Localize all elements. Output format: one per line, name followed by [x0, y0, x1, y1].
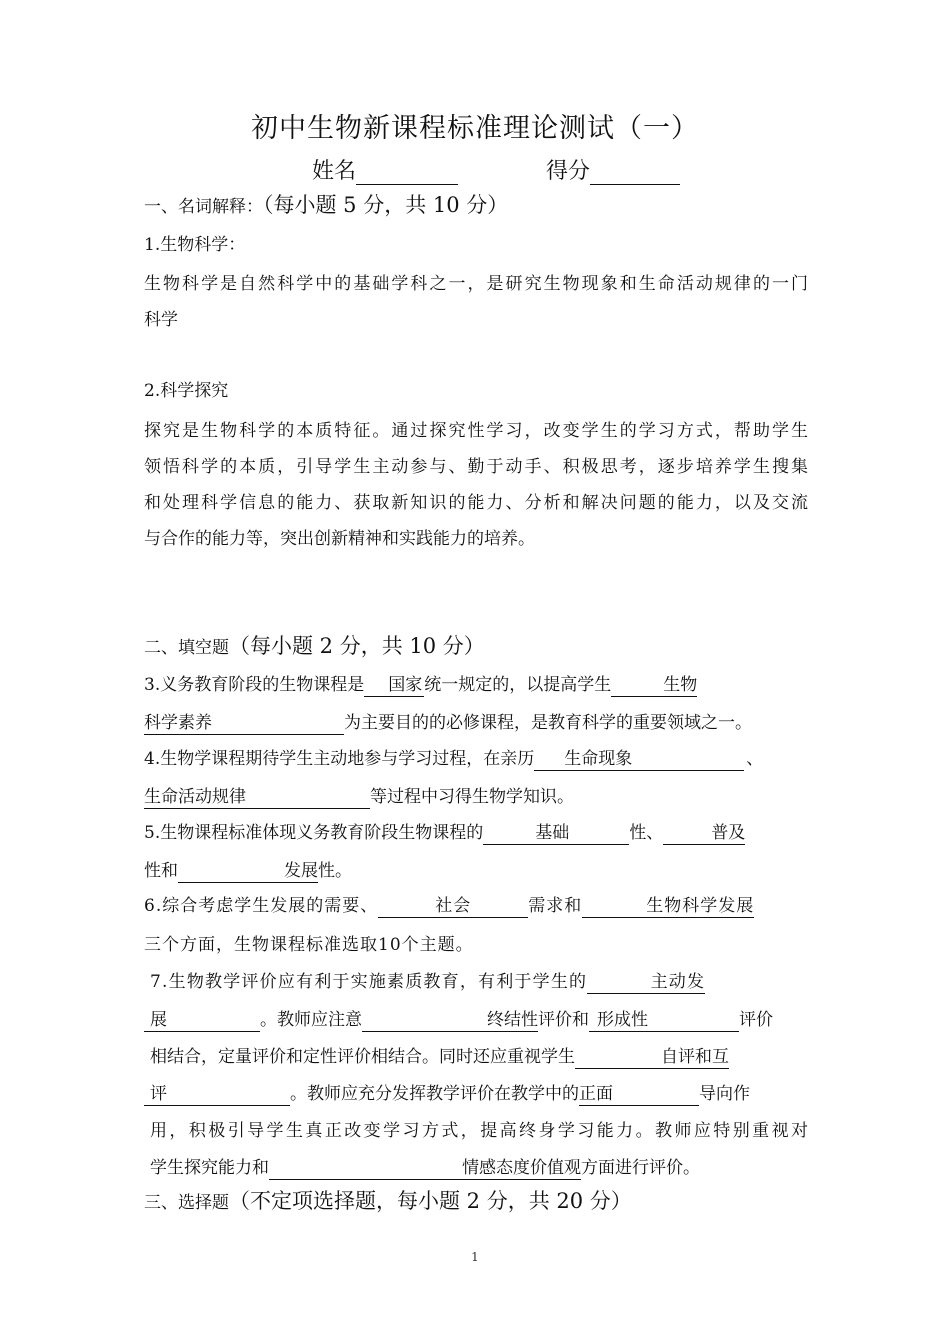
q7-line: 展 。教师应注意 终结性评价和 形成性 评价: [144, 1007, 808, 1033]
answer-blank[interactable]: 终结性: [362, 1009, 538, 1032]
answer-blank[interactable]: 科学素养: [144, 712, 344, 735]
q7-line: 7.生物教学评价应有利于实施素质教育，有利于学生的 主动发: [150, 972, 706, 992]
answer-blank[interactable]: 展: [144, 1009, 260, 1032]
answer-blank[interactable]: 普及: [663, 822, 745, 845]
q3-line: 科学素养 为主要目的的必修课程，是教育科学的重要领域之一。: [144, 713, 752, 733]
name-label: 姓名: [312, 159, 357, 184]
q7-line: 用，积极引导学生真正改变学习方式，提高终身学习能力。教师应特别重视对: [150, 1121, 808, 1141]
score-field[interactable]: [546, 154, 680, 185]
answer-blank[interactable]: 10: [378, 935, 402, 955]
answer-blank[interactable]: 生物科学发展: [582, 895, 754, 918]
q5-line: 5.生物课程标准体现义务教育阶段生物课程的 基础 性、 普及: [144, 823, 746, 843]
q6-line: 6.综合考虑学生发展的需要、 社会 需求和 生物科学发展: [144, 896, 755, 916]
section3-heading: 三、选择题（不定项选择题，每小题 2 分，共 20 分）: [144, 1189, 632, 1213]
section2-heading: 二、填空题（每小题 2 分，共 10 分）: [144, 634, 485, 658]
answer-blank[interactable]: 国家: [364, 674, 424, 697]
name-field[interactable]: [312, 154, 458, 185]
answer-blank[interactable]: 生命现象: [534, 748, 744, 771]
q2-answer-line: 领悟科学的本质，引导学生主动参与、勤于动手、积极思考，逐步培养学生搜集: [144, 457, 808, 477]
answer-blank[interactable]: 发展: [178, 860, 318, 883]
answer-blank[interactable]: 基础: [483, 822, 629, 845]
answer-blank[interactable]: 评: [144, 1083, 290, 1106]
q2-answer-line: 与合作的能力等，突出创新精神和实践能力的培养。: [144, 529, 535, 549]
answer-blank[interactable]: 生命活动规律: [144, 786, 370, 809]
q7-line: 学生探究能力和 情感态度价值观方面进行评价。: [150, 1158, 700, 1178]
q7-line: 相结合，定量评价和定性评价相结合。同时还应重视学生 自评和互: [150, 1047, 729, 1067]
answer-blank[interactable]: 主动发: [587, 971, 705, 994]
section1-heading: 一、名词解释：（每小题 5 分，共 10 分）: [144, 193, 509, 217]
q1-answer-line: 科学: [144, 310, 178, 330]
q1-label: 1.生物科学：: [144, 235, 246, 255]
q6-line: 三个方面，生物课程标准选取10个主题。: [144, 935, 474, 955]
q3-line: 3.义务教育阶段的生物课程是 国家 统一规定的，以提高学生 生物: [144, 675, 698, 695]
answer-blank[interactable]: 情感态度价值观: [269, 1157, 581, 1180]
answer-blank[interactable]: 形成性: [589, 1009, 739, 1032]
answer-blank[interactable]: 正面: [579, 1083, 699, 1106]
answer-blank[interactable]: 生物: [611, 674, 697, 697]
q4-line: 4.生物学课程期待学生主动地参与学习过程，在亲历 生命现象 、: [144, 749, 764, 769]
q2-answer-line: 探究是生物科学的本质特征。通过探究性学习，改变学生的学习方式，帮助学生: [144, 421, 808, 441]
answer-blank[interactable]: 社会: [378, 895, 528, 918]
page-number: 1: [471, 1250, 479, 1264]
score-label: 得分: [546, 159, 591, 184]
q7-line: 评 。教师应充分发挥教学评价在教学中的正面 导向作: [144, 1081, 808, 1107]
page-title: 初中生物新课程标准理论测试（一）: [251, 113, 699, 144]
q2-answer-line: 和处理科学信息的能力、获取新知识的能力、分析和解决问题的能力，以及交流: [144, 493, 808, 513]
q5-line: 性和 发展性。: [144, 861, 352, 881]
q1-answer-line: 生物科学是自然科学中的基础学科之一，是研究生物现象和生命活动规律的一门: [144, 274, 808, 294]
q4-line: 生命活动规律 等过程中习得生物学知识。: [144, 787, 574, 807]
score-blank[interactable]: [590, 158, 680, 185]
name-blank[interactable]: [356, 158, 458, 185]
q2-label: 2.科学探究: [144, 381, 229, 401]
answer-blank[interactable]: 自评和互: [575, 1046, 729, 1069]
